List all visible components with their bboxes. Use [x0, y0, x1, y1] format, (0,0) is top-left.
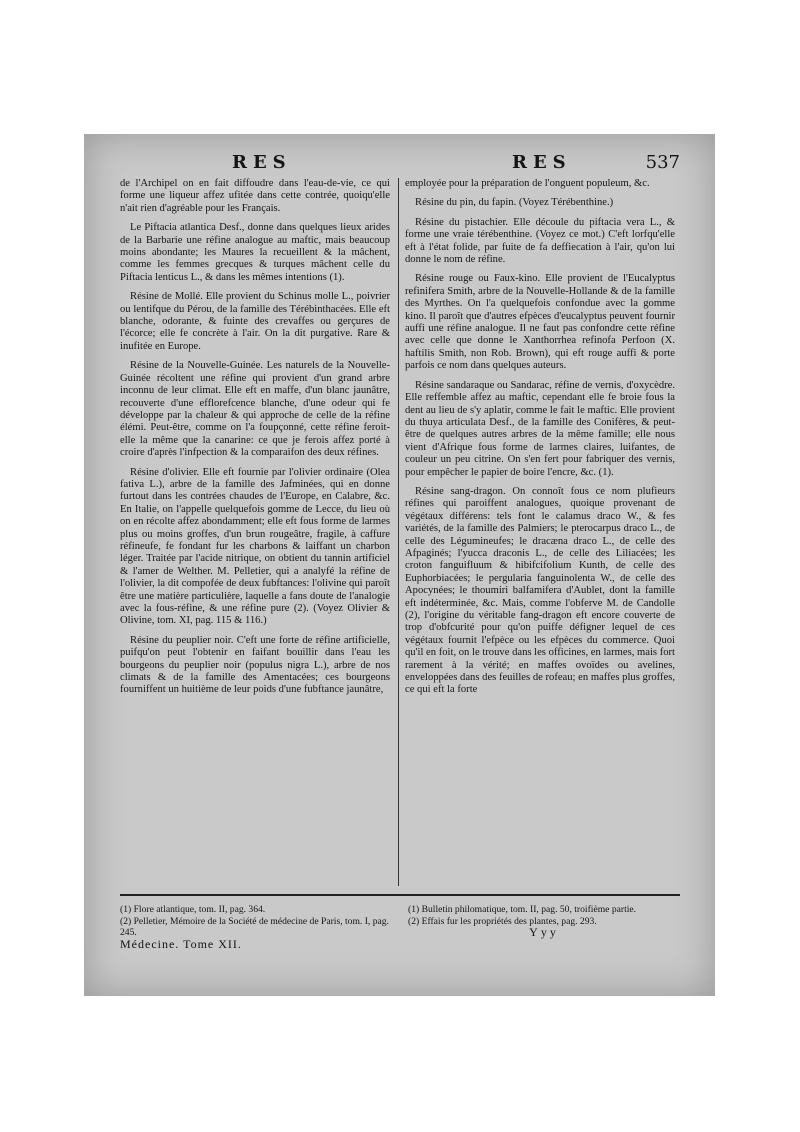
running-head-right: RES — [512, 152, 572, 173]
footnotes-left — [120, 904, 392, 950]
text-columns — [120, 178, 680, 886]
column-divider — [398, 178, 399, 886]
page-content — [120, 152, 680, 982]
paragraph: employée pour la préparation de l'onguent populeum, &c. — [405, 178, 650, 189]
paragraph: Résine de la Nouvelle-Guinée. Les naturels de la Nouvelle-Guinée récoltent une réfine qui provient d'un grand arbre inconnu de leur climat. Elle eft en maffe, d'un blanc jaunâtre, recouverte d'une efflorefcence blanche, d'une odeur qui fe développe par la chaleur & qui approche de celle de la réfine élémi. Peut-être, comme on l'a foupçonné, cette réfine feroit-elle la même que la canarine: ce que je ferois affez porté à croire d'après l'infpection & la comparaifon des deux réfines. — [120, 360, 390, 459]
paragraph: Résine sandaraque ou Sandarac, réfine de vernis, d'oxycèdre. Elle reffemble affez au maftic, cependant elle fe broie fous la dent au lieu de s'y aplatir, comme le fait le maftic. Elle provient du thuya articulata Desf., de la famille des Conifères, & peut-être de quelques autres arbres de la même famille; elle nous vient d'Afrique fous forme de larmes claires, luifantes, de couleur un peu citrine. On s'en fert pour fabriquer des vernis, pour empêcher le papier de boire l'encre, &c. (1). — [405, 379, 675, 478]
page-header — [120, 152, 680, 178]
scanned-page — [84, 134, 715, 996]
page-number: 537 — [645, 152, 680, 173]
paragraph: Résine sang-dragon. On connoît fous ce nom plufieurs réfines qui paroiffent analogues, quoique provenant de végétaux différens: tels font le calamus draco W., & fes variétés, de la famille des Palmiers; le pterocarpus draco L., de celle des Légumineufes; le dracæna draco L., de celle des Afpaginés; l'yucca draconis L., de celle des Liliacées; les croton fanguifluum & hibifcifolium Kunth, de celle des Euphorbiacées; le pergularia fanguinolenta W., de celle des Apocynées; le thoumiri balfamifera d'Aublet, dont la famille eft indéterminée, &c. Mais, comme l'obferve M. de Candolle (2), l'origine du véritable fang-dragon eft encore couverte de trop d'obfcurité pour qu'on puiffe défigner lequel de ces végétaux fournit l'efpèce ou les efpèces du commerce. Quoi qu'il en foit, on le trouve dans les officines, en larmes, mais fort rarement à la vérité; en maffes ovoïdes ou avelines, enveloppées dans des feuilles de rofeau; en maffes plus groffes, ce qui eft la forte — [405, 485, 675, 696]
signature-mark-left: Médecine. Tome XII. — [120, 936, 242, 951]
footnote: (1) Flore atlantique, tom. II, pag. 364. — [120, 904, 266, 915]
left-column — [120, 178, 390, 886]
paragraph: Résine du pistachier. Elle découle du piftacia vera L., & forme une vraie térébenthine. (Voyez ce mot.) C'eft lorfqu'elle eft à l'état folide, par fuite de fa deffiecation à l'air, qu'on lui donne le nom de réfine. — [405, 216, 675, 266]
paragraph: Résine de Mollé. Elle provient du Schinus molle L., poivrier ou lentifque du Pérou, de la famille des Térébinthacées. Elle eft blanche, odorante, & fuinte des crevaffes ou gerçures de l'écorce; elle fe concrète à l'air. On la dit purgative. Rare & inufitée en Europe. — [120, 291, 390, 352]
paragraph: Résine du peuplier noir. C'eft une forte de réfine artificielle, puifqu'on peut l'obtenir en faifant bouillir dans l'eau les bourgeons du peuplier noir (populus nigra L.), arbre de nos climats & de la famille des Amentacées; ces bourgeons fourniffent un huitième de leur poids d'une fubftance jaunâtre, — [120, 634, 390, 696]
signature-mark-right: Yyy — [529, 925, 559, 939]
paragraph: de l'Archipel on en fait diffoudre dans l'eau-de-vie, ce qui forme une liqueur affez ufitée dans cette contrée, quoiqu'elle n'ait rien d'agréable pour les Français. — [120, 178, 390, 214]
paragraph: Résine rouge ou Faux-kino. Elle provient de l'Eucalyptus refinifera Smith, arbre de la Nouvelle-Hollande & de la famille des Myrthes. On l'a quelquefois confondue avec la gomme kino. Il paroît que d'autres efpèces d'eucalyptus peuvent fournir auffi une réfine analogue. Il ne faut pas confondre cette réfine avec celle que donne le Xanthorrhea refinofa Perfoon (X. haftilis Smith, non Rob. Brown), qui eft rouge auffi & porte parfois ce nom dans quelques auteurs. — [405, 273, 675, 372]
footnote: (2) Pelletier, Mémoire de la Société de médecine de Paris, tom. I, pag. 245. — [120, 915, 389, 938]
footnote: (2) Effais fur les propriétés des plantes, pag. 293. — [408, 915, 597, 927]
right-column — [405, 178, 675, 886]
footnotes-right — [408, 904, 680, 939]
running-head-left: RES — [232, 152, 292, 173]
footnote-rule — [120, 894, 680, 896]
paragraph: Le Piftacia atlantica Desf., donne dans quelques lieux arides de la Barbarie une réfine analogue au maftic, mais beaucoup moins abondante; les Maures la recueillent & la mâchent, comme les femmes grecques & turques mâchent celle du Piftacia lenticus L., & dans les mêmes intentions (1). — [120, 222, 390, 283]
footnote: (1) Bulletin philomatique, tom. II, pag. 50, troifième partie. — [408, 904, 637, 915]
paragraph: Résine d'olivier. Elle eft fournie par l'olivier ordinaire (Olea fativa L.), arbre de la famille des Jafminées, qui en donne furtout dans les contrées chaudes de l'Europe, en Calabre, &c. En Italie, on l'appelle quelquefois gomme de Lecce, du lieu où on en récolte affez abondamment; elle eft fous forme de larmes plus ou moins groffes, d'un brun rougeâtre, fragile, à caffure réfineufe, fe fondant fur les charbons & laiffant un charbon léger. Traitée par l'acide nitrique, on obtient du tannin artificiel & l'amer de Welther. M. Pelletier, qui a analyfé la réfine de l'olivier, la dit compofée de deux fubftances: l'olivine qui paroît être une matière particulière, laquelle a fans doute de l'analogie avec la fous-réfine, & une réfine pure (2). (Voyez Olivier & Olivine, tom. XI, pag. 115 & 116.) — [120, 466, 390, 627]
paragraph: Résine du pin, du fapin. (Voyez Térébenthine.) — [415, 197, 614, 209]
